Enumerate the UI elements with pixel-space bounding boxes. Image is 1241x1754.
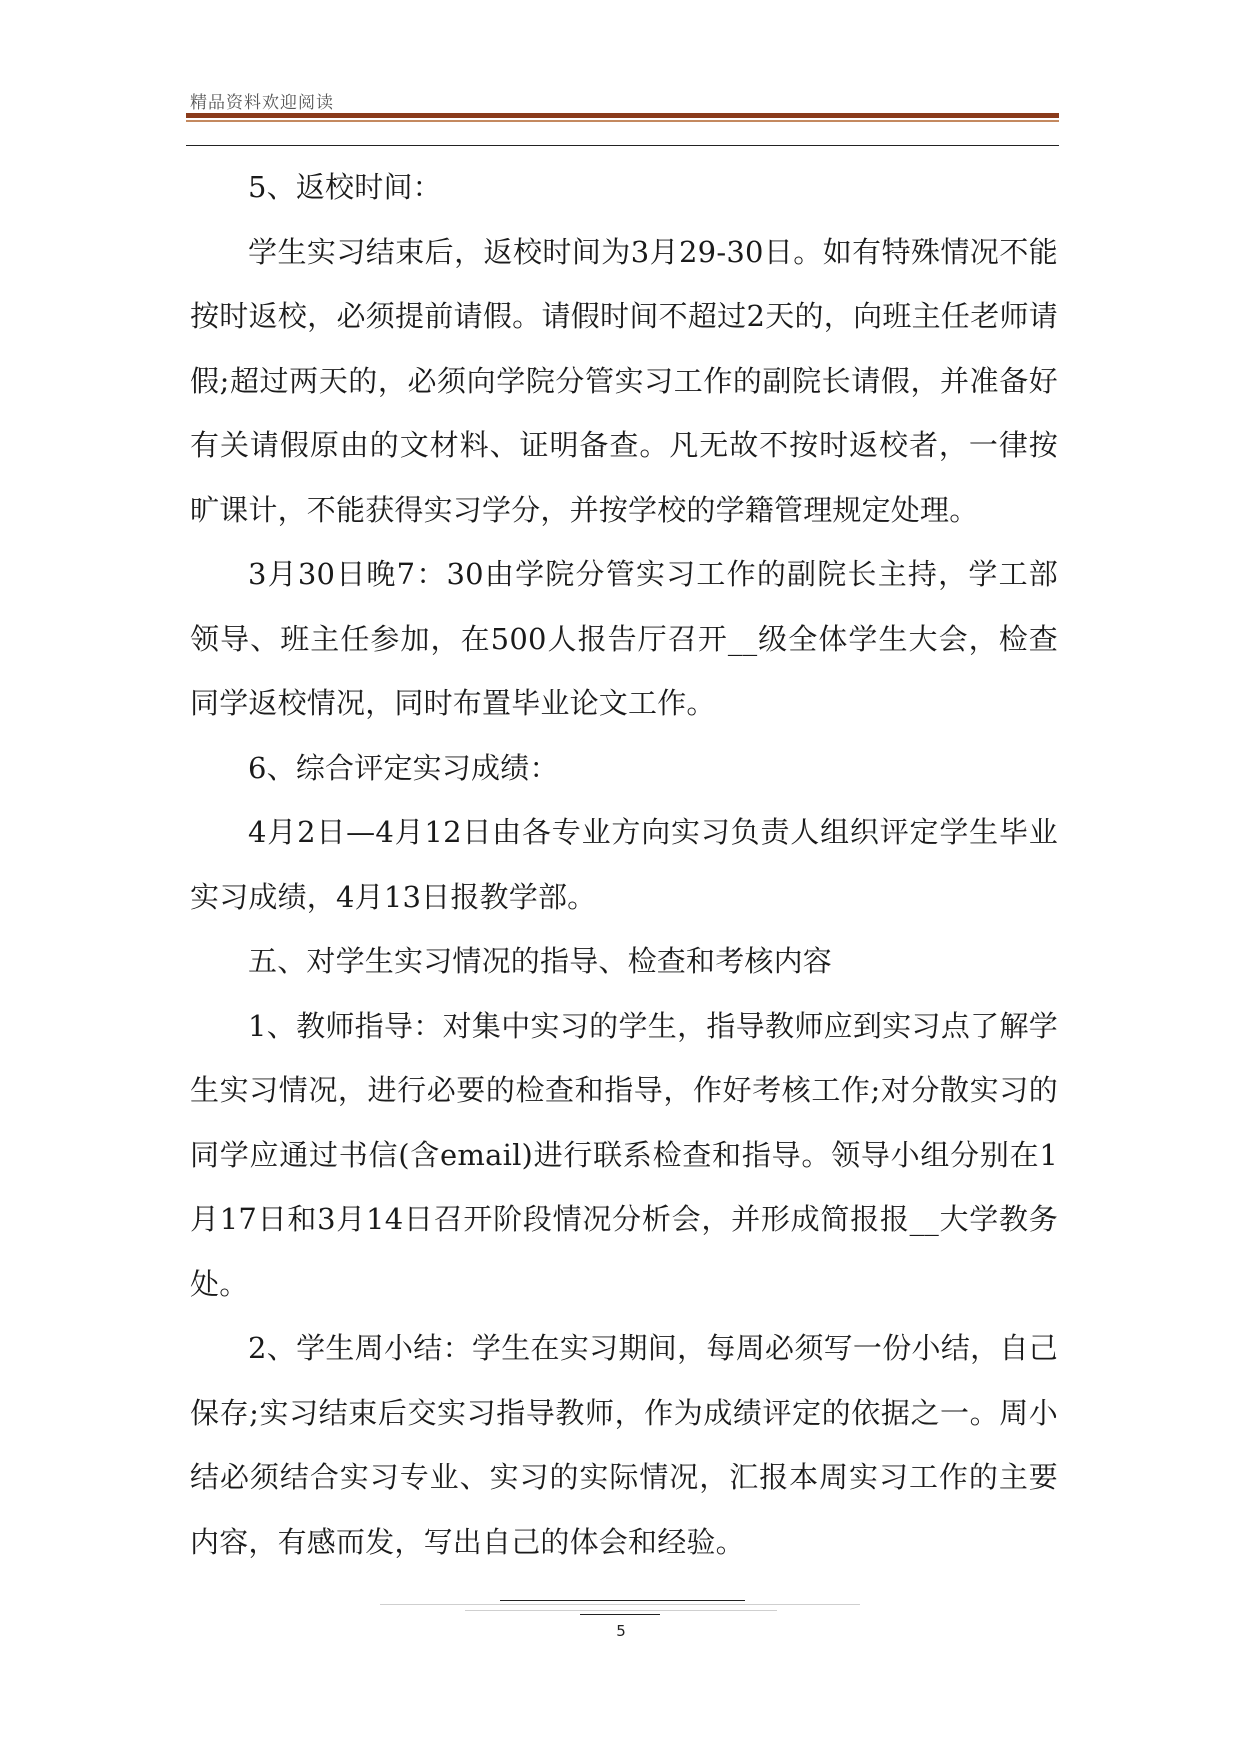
header-divider-black [186, 145, 1059, 146]
footer-divider-top [500, 1600, 745, 1601]
paragraph-return-rules: 学生实习结束后，返校时间为3月29-30日。如有特殊情况不能按时返校，必须提前请假。请假时间不超过2天的，向班主任老师请假;超过两天的，必须向学院分管实习工作的副院长请假，并准备好有关请假原由的文材料、证明备查。凡无故不按时返校者，一律按旷课计，不能获得实习学分，并按学校的学籍管理规定处理。 [190, 234, 1058, 527]
page-number: 5 [616, 1622, 626, 1640]
document-body [190, 155, 1058, 1574]
header-divider-thin [186, 120, 1059, 122]
footer-divider-middle [465, 1610, 777, 1611]
footer-divider-outer [380, 1604, 860, 1605]
paragraph-meeting: 3月30日晚7：30由学院分管实习工作的副院长主持，学工部领导、班主任参加，在500人报告厅召开__级全体学生大会，检查同学返校情况，同时布置毕业论文工作。 [190, 557, 1058, 720]
paragraph-teacher-guidance: 1、教师指导：对集中实习的学生，指导教师应到实习点了解学生实习情况，进行必要的检查和指导，作好考核工作;对分散实习的同学应通过书信(含email)进行联系检查和指导。领导小组分别在1月17日和3月14日召开阶段情况分析会，并形成简报报__大学教务处。 [190, 1008, 1058, 1301]
section-heading-evaluation: 6、综合评定实习成绩： [248, 750, 559, 785]
footer-divider-short [580, 1614, 660, 1615]
section-heading-return-time: 5、返校时间： [248, 170, 442, 204]
paragraph-weekly-summary: 2、学生周小结：学生在实习期间，每周必须写一份小结，自己保存;实习结束后交实习指导教师，作为成绩评定的依据之一。周小结必须结合实习专业、实习的实际情况，汇报本周实习工作的主要内容，有感而发，写出自己的体会和经验。 [190, 1331, 1058, 1559]
paragraph-evaluation: 4月2日—4月12日由各专业方向实习负责人组织评定学生毕业实习成绩，4月13日报教学部。 [190, 815, 1058, 914]
page-header-title: 精品资料欢迎阅读 [190, 93, 334, 113]
header-divider-thick [186, 113, 1059, 118]
section-heading-guidance: 五、对学生实习情况的指导、检查和考核内容 [248, 944, 833, 978]
